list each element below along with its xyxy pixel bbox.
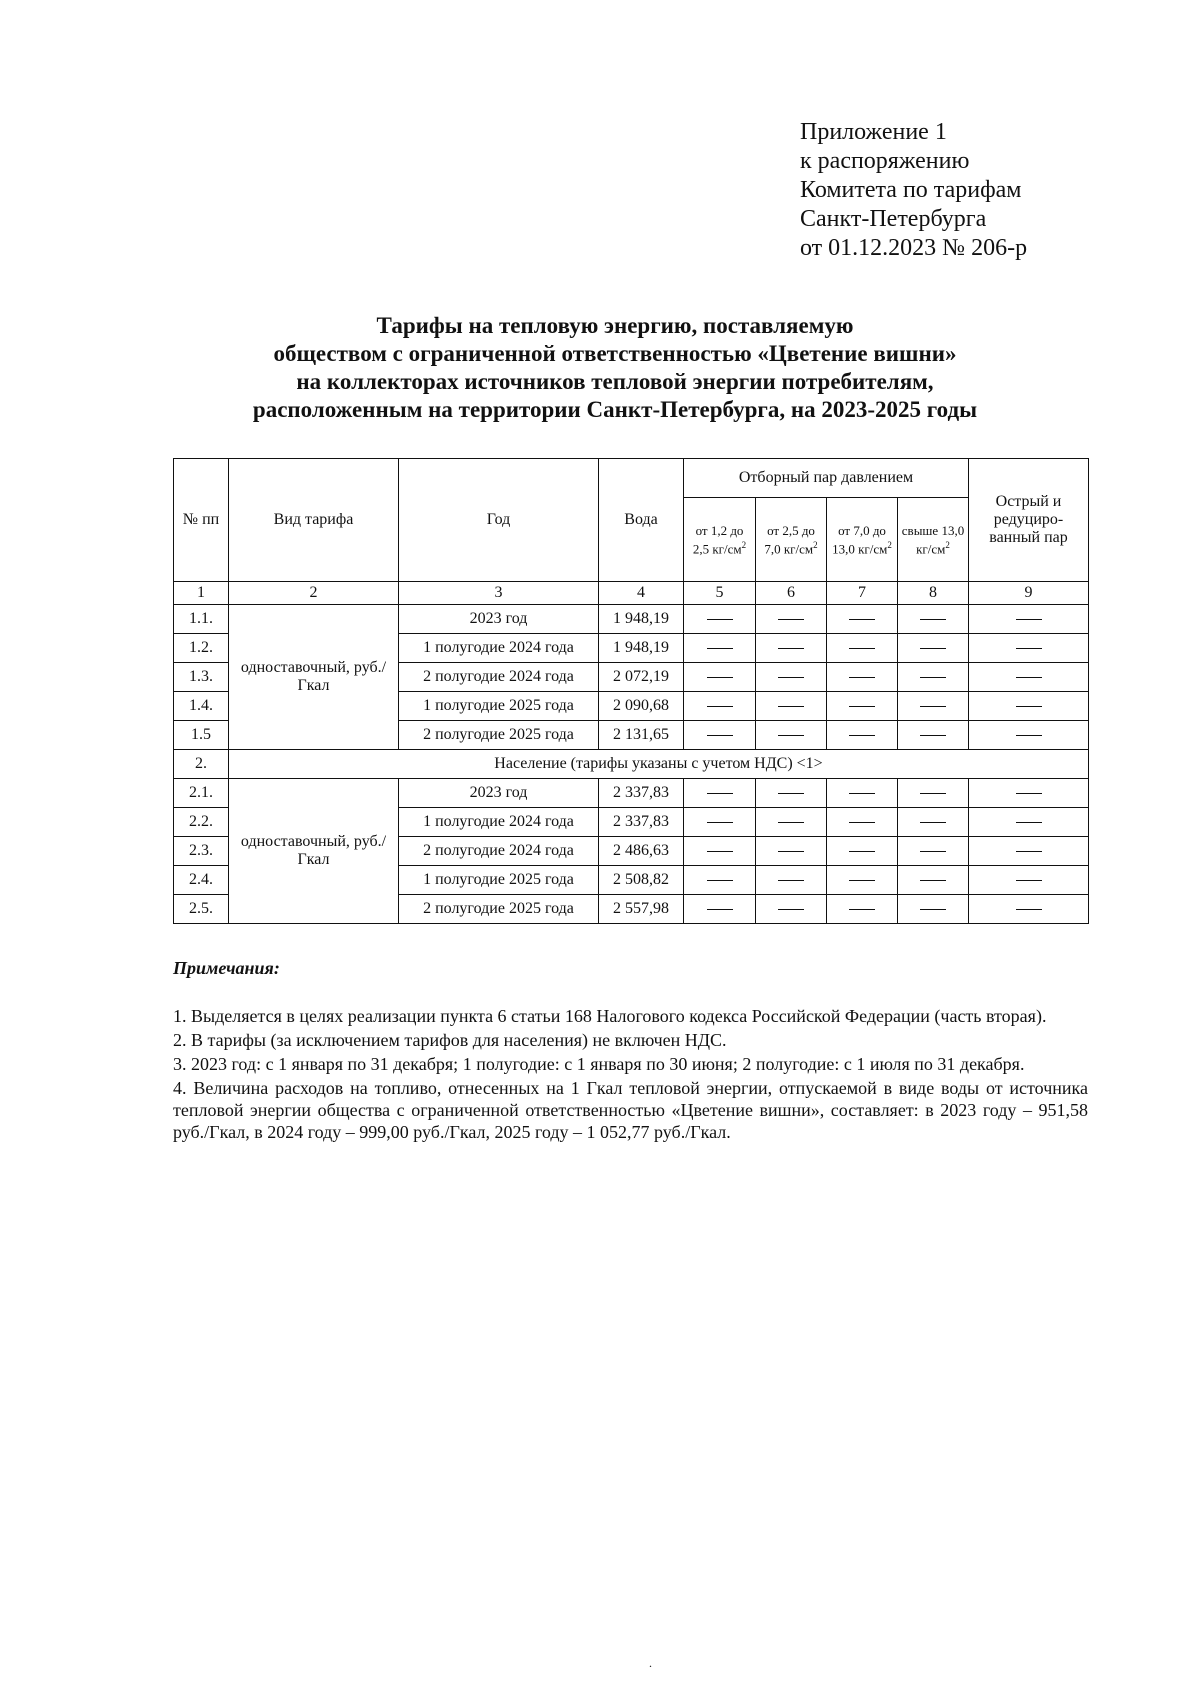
dash-mark <box>1016 735 1042 736</box>
empty-cell <box>684 663 756 692</box>
col-number: 9 <box>969 582 1089 605</box>
appendix-line: от 01.12.2023 № 206-р <box>800 235 1028 261</box>
row-number: 1.3. <box>174 663 229 692</box>
tariffs-table <box>173 458 1089 924</box>
column-numbers-row <box>174 582 1089 605</box>
empty-cell <box>969 808 1089 837</box>
empty-cell <box>898 808 969 837</box>
note-item: 3. 2023 год: с 1 января по 31 декабря; 1 полугодие: с 1 января по 30 июня; 2 полугодие: с 1 июля по 31 декабря. <box>173 1054 1025 1074</box>
col-number: 4 <box>599 582 684 605</box>
row-number: 2.2. <box>174 808 229 837</box>
dash-mark <box>849 648 875 649</box>
dash-mark <box>849 793 875 794</box>
dash-mark <box>920 677 946 678</box>
notes-title: Примечания: <box>173 958 280 978</box>
header-pressure-3: от 7,0 до 13,0 $кг/см^2$ <box>827 498 898 582</box>
empty-cell <box>898 779 969 808</box>
col-number: 1 <box>174 582 229 605</box>
empty-cell <box>969 605 1089 634</box>
notes-list <box>173 1005 1088 1145</box>
col-number: 8 <box>898 582 969 605</box>
water-cell: 2 337,83 <box>599 779 684 808</box>
empty-cell <box>684 808 756 837</box>
year-cell: 2023 год <box>399 605 599 634</box>
year-cell: 1 полугодие 2025 года <box>399 692 599 721</box>
dash-mark <box>1016 706 1042 707</box>
water-cell: 2 486,63 <box>599 837 684 866</box>
empty-cell <box>684 692 756 721</box>
dash-mark <box>707 909 733 910</box>
empty-cell <box>684 895 756 924</box>
dash-mark <box>707 706 733 707</box>
header-row <box>174 459 1089 498</box>
dash-mark <box>778 648 804 649</box>
dash-mark <box>1016 619 1042 620</box>
dash-mark <box>778 822 804 823</box>
water-cell: 1 948,19 <box>599 605 684 634</box>
dash-mark <box>778 706 804 707</box>
dash-mark <box>778 909 804 910</box>
empty-cell <box>827 866 898 895</box>
empty-cell <box>827 634 898 663</box>
empty-cell <box>827 721 898 750</box>
tariff-type-cell: одноставочный, руб./Гкал <box>229 605 399 750</box>
year-cell: 2023 год <box>399 779 599 808</box>
dash-mark <box>920 880 946 881</box>
year-cell: 2 полугодие 2024 года <box>399 837 599 866</box>
document-title <box>0 312 1200 424</box>
water-cell: 1 948,19 <box>599 634 684 663</box>
empty-cell <box>827 895 898 924</box>
appendix-line: к распоряжению <box>800 148 970 174</box>
appendix-line: Комитета по тарифам <box>800 177 1022 203</box>
empty-cell <box>969 721 1089 750</box>
empty-cell <box>898 605 969 634</box>
dash-mark <box>849 735 875 736</box>
col-number: 7 <box>827 582 898 605</box>
empty-cell <box>684 837 756 866</box>
row-number: 2.3. <box>174 837 229 866</box>
dash-mark <box>707 851 733 852</box>
dash-mark <box>778 880 804 881</box>
empty-cell <box>898 895 969 924</box>
empty-cell <box>898 634 969 663</box>
dash-mark <box>707 677 733 678</box>
section-row <box>174 750 1089 779</box>
dash-mark <box>920 619 946 620</box>
dash-mark <box>849 909 875 910</box>
empty-cell <box>684 634 756 663</box>
title-line: обществом с ограниченной ответственностью «Цветение вишни» <box>273 341 957 366</box>
row-number: 1.2. <box>174 634 229 663</box>
empty-cell <box>969 779 1089 808</box>
empty-cell <box>756 779 827 808</box>
empty-cell <box>969 692 1089 721</box>
empty-cell <box>827 808 898 837</box>
dash-mark <box>778 677 804 678</box>
dash-mark <box>849 851 875 852</box>
dash-mark <box>707 880 733 881</box>
dash-mark <box>920 909 946 910</box>
table-row <box>174 605 1089 634</box>
dash-mark <box>920 706 946 707</box>
dash-mark <box>778 851 804 852</box>
col-number: 6 <box>756 582 827 605</box>
water-cell: 2 557,98 <box>599 895 684 924</box>
empty-cell <box>898 663 969 692</box>
empty-cell <box>756 692 827 721</box>
dash-mark <box>707 648 733 649</box>
dash-mark <box>849 822 875 823</box>
dash-mark <box>920 793 946 794</box>
empty-cell <box>684 605 756 634</box>
empty-cell <box>969 895 1089 924</box>
note-item: 2. В тарифы (за исключением тарифов для населения) не включен НДС. <box>173 1030 727 1050</box>
empty-cell <box>684 721 756 750</box>
empty-cell <box>898 721 969 750</box>
year-cell: 2 полугодие 2025 года <box>399 721 599 750</box>
year-cell: 1 полугодие 2024 года <box>399 808 599 837</box>
note-item: 4. Величина расходов на топливо, отнесенных на 1 Гкал тепловой энергии, отпускаемой в виде воды от источника тепловой энергии общества с ограниченной ответственностью «Цветение вишни», составляет: в 2023 году – 951,58 руб./Гкал, в 2024 году – 999,00 руб./Гкал, 2025 году – 1 052,77 руб./Гкал. <box>173 1078 1088 1142</box>
note-item: 1. Выделяется в целях реализации пункта 6 статьи 168 Налогового кодекса Российской Федерации (часть вторая). <box>173 1006 1047 1026</box>
header-num: № пп <box>174 459 229 582</box>
row-number: 1.1. <box>174 605 229 634</box>
row-number: 2.1. <box>174 779 229 808</box>
header-pressure-2: от 2,5 до 7,0 $кг/см^2$ <box>756 498 827 582</box>
empty-cell <box>756 605 827 634</box>
appendix-block <box>800 118 1027 263</box>
empty-cell <box>969 634 1089 663</box>
empty-cell <box>756 808 827 837</box>
dash-mark <box>1016 822 1042 823</box>
empty-cell <box>898 837 969 866</box>
tariff-type-cell: одноставочный, руб./Гкал <box>229 779 399 924</box>
row-number: 2.4. <box>174 866 229 895</box>
dash-mark <box>1016 851 1042 852</box>
title-line: Тарифы на тепловую энергию, поставляемую <box>376 313 854 338</box>
empty-cell <box>756 721 827 750</box>
water-cell: 2 508,82 <box>599 866 684 895</box>
year-cell: 1 полугодие 2025 года <box>399 866 599 895</box>
row-number: 2. <box>174 750 229 779</box>
dash-mark <box>1016 648 1042 649</box>
dash-mark <box>920 735 946 736</box>
appendix-line: Приложение 1 <box>800 119 947 145</box>
dash-mark <box>707 619 733 620</box>
col-number: 2 <box>229 582 399 605</box>
year-cell: 2 полугодие 2025 года <box>399 895 599 924</box>
empty-cell <box>827 692 898 721</box>
water-cell: 2 131,65 <box>599 721 684 750</box>
empty-cell <box>756 837 827 866</box>
col-number: 3 <box>399 582 599 605</box>
empty-cell <box>756 866 827 895</box>
dash-mark <box>1016 793 1042 794</box>
appendix-line: Санкт-Петербурга <box>800 206 987 232</box>
empty-cell <box>684 866 756 895</box>
empty-cell <box>756 663 827 692</box>
header-water: Вода <box>599 459 684 582</box>
header-year: Год <box>399 459 599 582</box>
empty-cell <box>684 779 756 808</box>
empty-cell <box>756 895 827 924</box>
row-number: 1.4. <box>174 692 229 721</box>
water-cell: 2 072,19 <box>599 663 684 692</box>
dash-mark <box>707 793 733 794</box>
empty-cell <box>827 779 898 808</box>
dash-mark <box>920 648 946 649</box>
dash-mark <box>920 851 946 852</box>
dash-mark <box>849 706 875 707</box>
header-steam-group: Отборный пар давлением <box>684 459 969 498</box>
empty-cell <box>827 605 898 634</box>
dash-mark <box>707 822 733 823</box>
dash-mark <box>920 822 946 823</box>
empty-cell <box>969 866 1089 895</box>
empty-cell <box>898 866 969 895</box>
dash-mark <box>778 619 804 620</box>
scan-mark: . <box>649 1656 652 1670</box>
header-sharp-steam: Острый и редуциро-ванный пар <box>969 459 1089 582</box>
dash-mark <box>1016 880 1042 881</box>
section-label: Население (тарифы указаны с учетом НДС) <1> <box>229 750 1089 779</box>
empty-cell <box>969 663 1089 692</box>
header-pressure-1: от 1,2 до 2,5 $кг/см^2$ <box>684 498 756 582</box>
dash-mark <box>1016 677 1042 678</box>
water-cell: 2 090,68 <box>599 692 684 721</box>
col-number: 5 <box>684 582 756 605</box>
dash-mark <box>849 677 875 678</box>
dash-mark <box>707 735 733 736</box>
header-pressure-4: свыше 13,0 $кг/см^2$ <box>898 498 969 582</box>
dash-mark <box>778 735 804 736</box>
header-tariff-type: Вид тарифа <box>229 459 399 582</box>
row-number: 2.5. <box>174 895 229 924</box>
water-cell: 2 337,83 <box>599 808 684 837</box>
dash-mark <box>849 619 875 620</box>
dash-mark <box>778 793 804 794</box>
year-cell: 2 полугодие 2024 года <box>399 663 599 692</box>
dash-mark <box>1016 909 1042 910</box>
year-cell: 1 полугодие 2024 года <box>399 634 599 663</box>
row-number: 1.5 <box>174 721 229 750</box>
title-line: на коллекторах источников тепловой энергии потребителям, <box>296 369 934 394</box>
empty-cell <box>898 692 969 721</box>
empty-cell <box>969 837 1089 866</box>
empty-cell <box>827 837 898 866</box>
title-line: расположенным на территории Санкт-Петербурга, на 2023-2025 годы <box>252 397 978 422</box>
empty-cell <box>756 634 827 663</box>
table-row <box>174 779 1089 808</box>
dash-mark <box>849 880 875 881</box>
empty-cell <box>827 663 898 692</box>
